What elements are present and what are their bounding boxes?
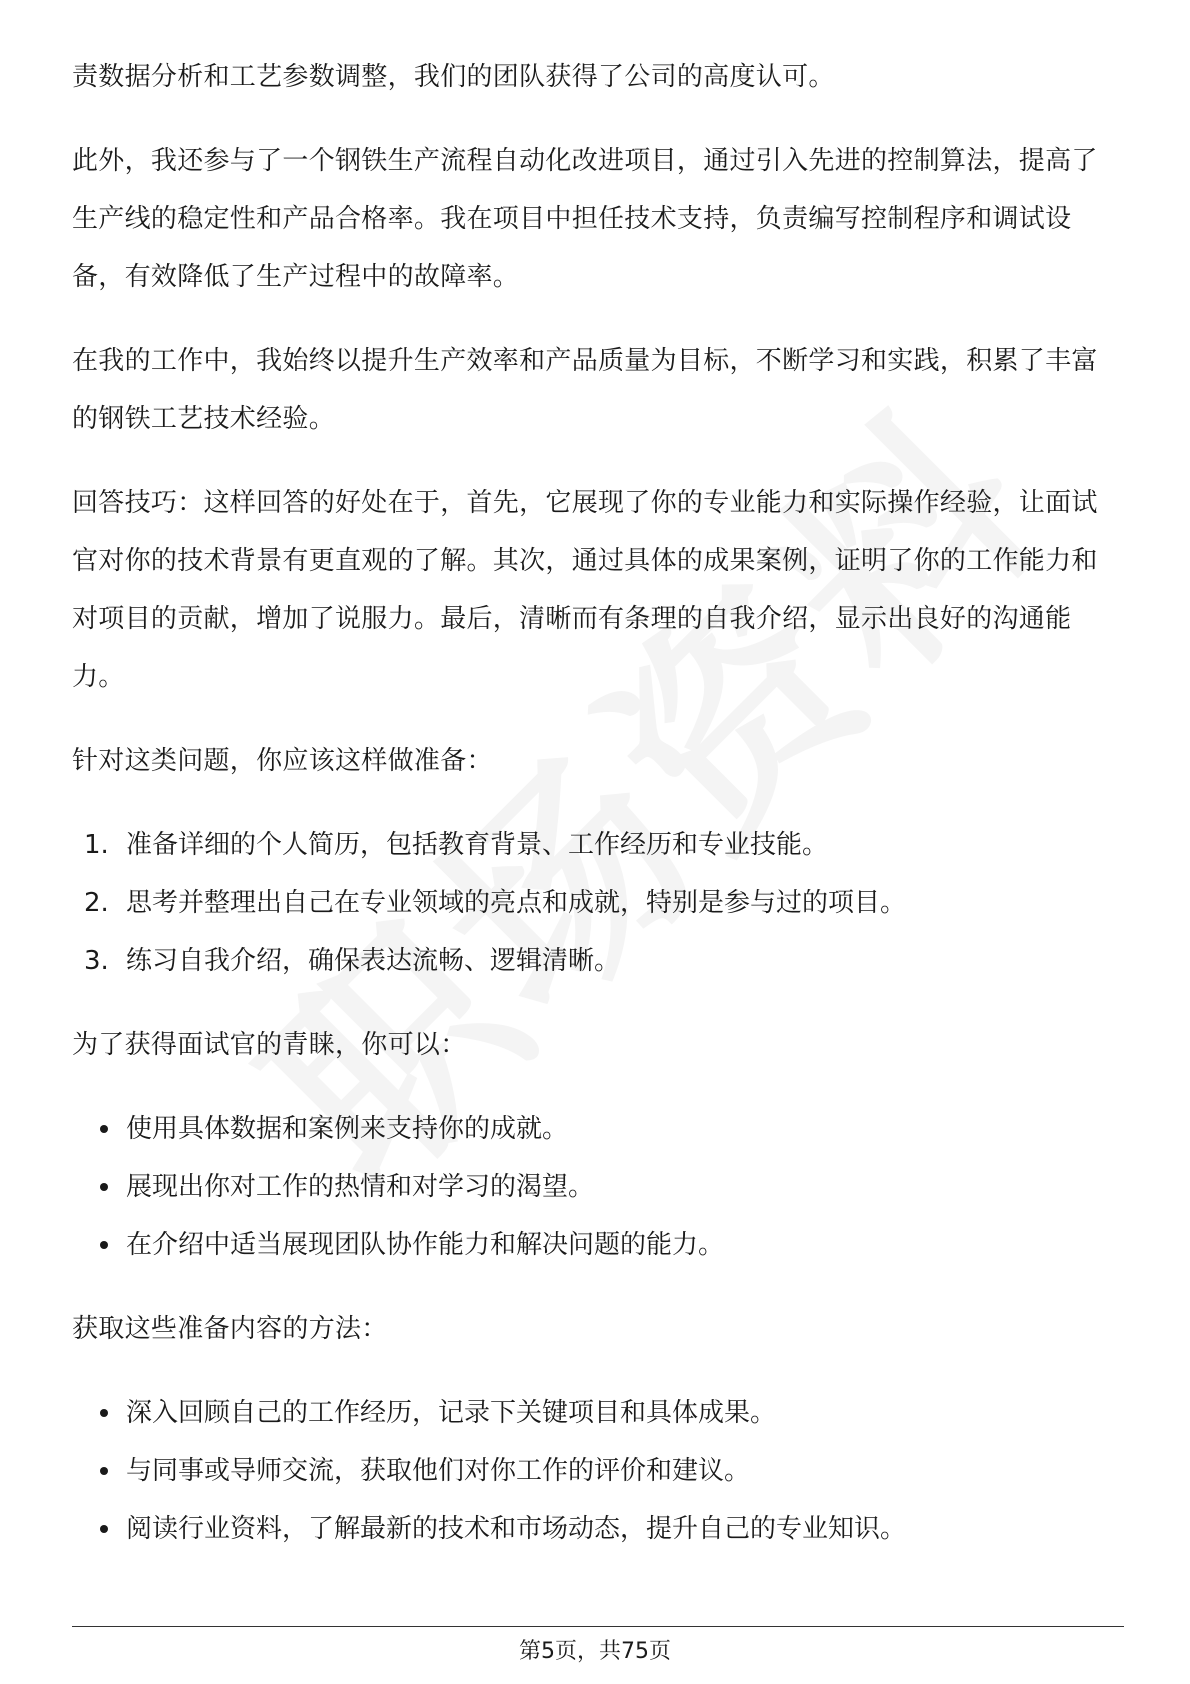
prep-list-item xyxy=(72,874,1122,932)
list-item-text: 在介绍中适当展现团队协作能力和解决问题的能力。 xyxy=(126,1230,725,1260)
list-item-text: 深入回顾自己的工作经历，记录下关键项目和具体成果。 xyxy=(126,1398,777,1428)
page-content xyxy=(72,48,1122,1558)
list-number: 1. xyxy=(84,830,109,860)
paragraph-method-intro: 获取这些准备内容的方法： xyxy=(72,1314,388,1344)
bullet-icon xyxy=(100,1467,108,1475)
prep-list-item xyxy=(72,816,1122,874)
list-item-text: 准备详细的个人简历，包括教育背景、工作经历和专业技能。 xyxy=(126,830,829,860)
favor-list xyxy=(72,1100,1122,1274)
list-number: 3. xyxy=(84,946,109,976)
paragraph-automation-project: 此外，我还参与了一个钢铁生产流程自动化改进项目，通过引入先进的控制算法，提高了生产线的稳定性和产品合格率。我在项目中担任技术支持，负责编写控制程序和调试设备，有效降低了生产过程中的故障率。 xyxy=(72,146,1098,292)
method-list-item xyxy=(72,1442,1122,1500)
favor-list-item xyxy=(72,1158,1122,1216)
list-item-text: 展现出你对工作的热情和对学习的渴望。 xyxy=(126,1172,595,1202)
prep-list-item xyxy=(72,932,1122,990)
page-number: 第5页，共75页 xyxy=(519,1639,671,1664)
list-item-text: 使用具体数据和案例来支持你的成就。 xyxy=(126,1114,569,1144)
bullet-icon xyxy=(100,1125,108,1133)
favor-list-item xyxy=(72,1100,1122,1158)
paragraph-prep-intro: 针对这类问题，你应该这样做准备： xyxy=(72,746,493,776)
paragraph-answer-tips: 回答技巧：这样回答的好处在于，首先，它展现了你的专业能力和实际操作经验，让面试官对你的技术背景有更直观的了解。其次，通过具体的成果案例，证明了你的工作能力和对项目的贡献，增加了说服力。最后，清晰而有条理的自我介绍，显示出良好的沟通能力。 xyxy=(72,488,1098,692)
bullet-icon xyxy=(100,1409,108,1417)
method-list-item xyxy=(72,1384,1122,1442)
list-item-text: 思考并整理出自己在专业领域的亮点和成就，特别是参与过的项目。 xyxy=(126,888,907,918)
method-list xyxy=(72,1384,1122,1558)
list-number: 2. xyxy=(84,888,109,918)
favor-list-item xyxy=(72,1216,1122,1274)
paragraph-favor-intro: 为了获得面试官的青睐，你可以： xyxy=(72,1030,467,1060)
method-list-item xyxy=(72,1500,1122,1558)
paragraph-work-goals: 在我的工作中，我始终以提升生产效率和产品质量为目标，不断学习和实践，积累了丰富的钢铁工艺技术经验。 xyxy=(72,346,1098,434)
list-item-text: 阅读行业资料，了解最新的技术和市场动态，提升自己的专业知识。 xyxy=(126,1514,907,1544)
prep-list xyxy=(72,816,1122,990)
bullet-icon xyxy=(100,1183,108,1191)
bullet-icon xyxy=(100,1525,108,1533)
bullet-icon xyxy=(100,1241,108,1249)
paragraph-continuation: 责数据分析和工艺参数调整，我们的团队获得了公司的高度认可。 xyxy=(72,62,835,92)
footer-divider xyxy=(72,1626,1124,1627)
list-item-text: 与同事或导师交流，获取他们对你工作的评价和建议。 xyxy=(126,1456,751,1486)
list-item-text: 练习自我介绍，确保表达流畅、逻辑清晰。 xyxy=(126,946,621,976)
